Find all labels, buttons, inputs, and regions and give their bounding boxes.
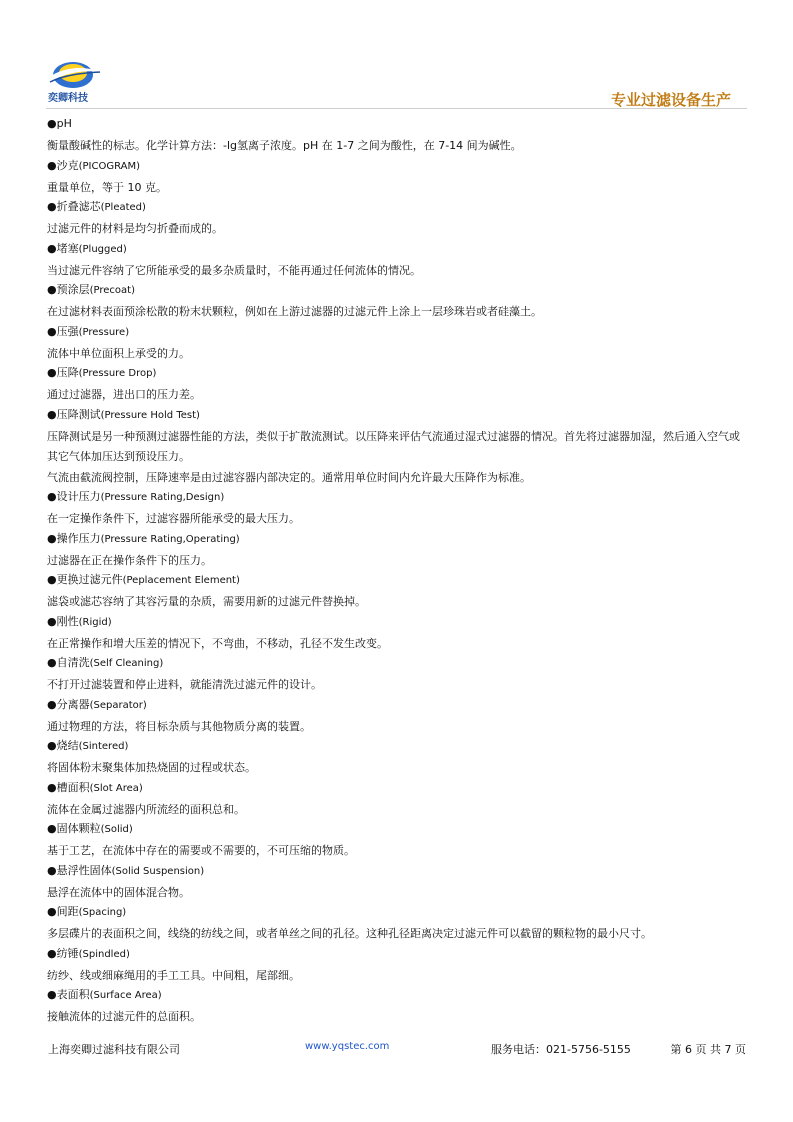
term-definition: 在过滤材料表面预涂松散的粉末状颗粒，例如在上游过滤器的过滤元件上涂上一层珍珠岩或者硅藻土。 xyxy=(47,305,542,318)
glossary-entry xyxy=(47,904,749,945)
term-heading: ●纺锤(Spindled) xyxy=(47,946,130,960)
term-definition: 通过过滤器，进出口的压力差。 xyxy=(47,388,201,401)
term-definition: 将固体粉末聚集体加热烧固的过程或状态。 xyxy=(47,761,256,774)
header-divider xyxy=(46,108,747,109)
footer-service-phone: 服务电话：021-5756-5155 xyxy=(491,1043,631,1056)
glossary-entry xyxy=(47,324,749,365)
glossary-content xyxy=(47,115,749,1028)
term-definition: 多层碟片的表面积之间，线绕的纺线之间，或者单丝之间的孔径。这种孔径距离决定过滤元件可以截留的颗粒物的最小尺寸。 xyxy=(47,927,652,940)
glossary-entry xyxy=(47,531,749,572)
glossary-entry xyxy=(47,780,749,821)
term-heading: ●悬浮性固体(Solid Suspension) xyxy=(47,863,205,877)
term-heading: ●压降测试(Pressure Hold Test) xyxy=(47,407,200,421)
term-definition: 接触流体的过滤元件的总面积。 xyxy=(47,1010,201,1023)
glossary-entry xyxy=(47,987,749,1028)
term-heading: ●表面积(Surface Area) xyxy=(47,988,162,1001)
term-definition: 重量单位，等于 10 克。 xyxy=(47,180,167,194)
term-heading: ●设计压力(Pressure Rating,Design) xyxy=(47,490,225,503)
term-heading: ●操作压力(Pressure Rating,Operating) xyxy=(47,531,240,545)
term-heading: ●槽面积(Slot Area) xyxy=(47,780,143,794)
term-definition: 过滤元件的材料是均匀折叠而成的。 xyxy=(47,222,223,235)
term-heading: ●预涂层(Precoat) xyxy=(47,283,135,296)
glossary-entry xyxy=(47,241,749,282)
term-heading: ●间距(Spacing) xyxy=(47,905,127,918)
term-definition: 滤袋或滤芯容纳了其容污量的杂质，需要用新的过滤元件替换掉。 xyxy=(47,595,366,608)
term-heading: ●折叠滤芯(Pleated) xyxy=(47,200,146,213)
term-heading: ●烧结(Sintered) xyxy=(47,739,129,752)
glossary-entry xyxy=(47,407,749,489)
glossary-entry xyxy=(47,199,749,240)
term-definition: 当过滤元件容纳了它所能承受的最多杂质量时，不能再通过任何流体的情况。 xyxy=(47,263,421,277)
term-heading: ●沙克(PICOGRAM) xyxy=(47,158,141,172)
glossary-entry xyxy=(47,946,749,987)
term-definition: 在正常操作和增大压差的情况下，不弯曲，不移动，孔径不发生改变。 xyxy=(47,636,388,650)
term-definition: 不打开过滤装置和停止进料，就能清洗过滤元件的设计。 xyxy=(47,678,322,691)
logo-text: 奕卿科技 xyxy=(48,93,88,104)
term-heading: ●分离器(Separator) xyxy=(47,697,147,711)
glossary-entry xyxy=(47,863,749,904)
footer-company: 上海奕卿过滤科技有限公司 xyxy=(48,1043,180,1056)
term-definition: 在一定操作条件下，过滤容器所能承受的最大压力。 xyxy=(47,512,300,525)
glossary-entry xyxy=(47,738,749,779)
glossary-entry xyxy=(47,365,749,406)
glossary-entry xyxy=(47,489,749,530)
term-heading: ●pH xyxy=(47,117,72,130)
glossary-entry xyxy=(47,697,749,738)
glossary-entry xyxy=(47,572,749,613)
term-definition: 流体中单位面积上承受的力。 xyxy=(47,346,190,360)
footer-page-number: 第 6 页 共 7 页 xyxy=(670,1043,746,1056)
glossary-entry xyxy=(47,655,749,696)
glossary-entry xyxy=(47,614,749,655)
term-heading: ●堵塞(Plugged) xyxy=(47,241,127,255)
term-heading: ●自清洗(Self Cleaning) xyxy=(47,656,164,669)
term-definition: 流体在金属过滤器内所流经的面积总和。 xyxy=(47,802,245,816)
footer-website-link[interactable]: www.yqstec.com xyxy=(305,1041,390,1052)
term-definition: 纺纱、线或细麻绳用的手工工具。中间粗，尾部细。 xyxy=(47,968,300,982)
term-heading: ●刚性(Rigid) xyxy=(47,614,112,628)
glossary-entry xyxy=(47,282,749,323)
term-heading: ●压强(Pressure) xyxy=(47,324,130,338)
term-definition: 过滤器在正在操作条件下的压力。 xyxy=(47,553,212,567)
term-heading: ●压降(Pressure Drop) xyxy=(47,366,157,379)
term-definition: 压降测试是另一种预测过滤器性能的方法，类似于扩散流测试。以压降来评估气流通过湿式过滤器的情况。首先将过滤器加湿，然后通入空气或其它气体加压达到预设压力。 气流由截流阀控制，压降速率是由过滤容器内部决定的。通常用单位时间内允许最大压降作为标准。 xyxy=(47,429,740,484)
glossary-entry xyxy=(47,821,749,862)
term-definition: 通过物理的方法，将目标杂质与其他物质分离的装置。 xyxy=(47,719,311,733)
term-definition: 基于工艺，在流体中存在的需要或不需要的，不可压缩的物质。 xyxy=(47,844,355,857)
term-definition: 衡量酸碱性的标志。化学计算方法：-lg氢离子浓度。pH 在 1-7 之间为酸性，在 7-14 间为碱性。 xyxy=(47,139,522,152)
glossary-entry xyxy=(47,158,749,199)
term-heading: ●固体颗粒(Solid) xyxy=(47,822,133,835)
term-definition: 悬浮在流体中的固体混合物。 xyxy=(47,885,190,899)
term-heading: ●更换过滤元件(Peplacement Element) xyxy=(47,573,240,586)
header-tagline: 专业过滤设备生产 xyxy=(610,91,731,109)
glossary-entry xyxy=(47,116,749,157)
